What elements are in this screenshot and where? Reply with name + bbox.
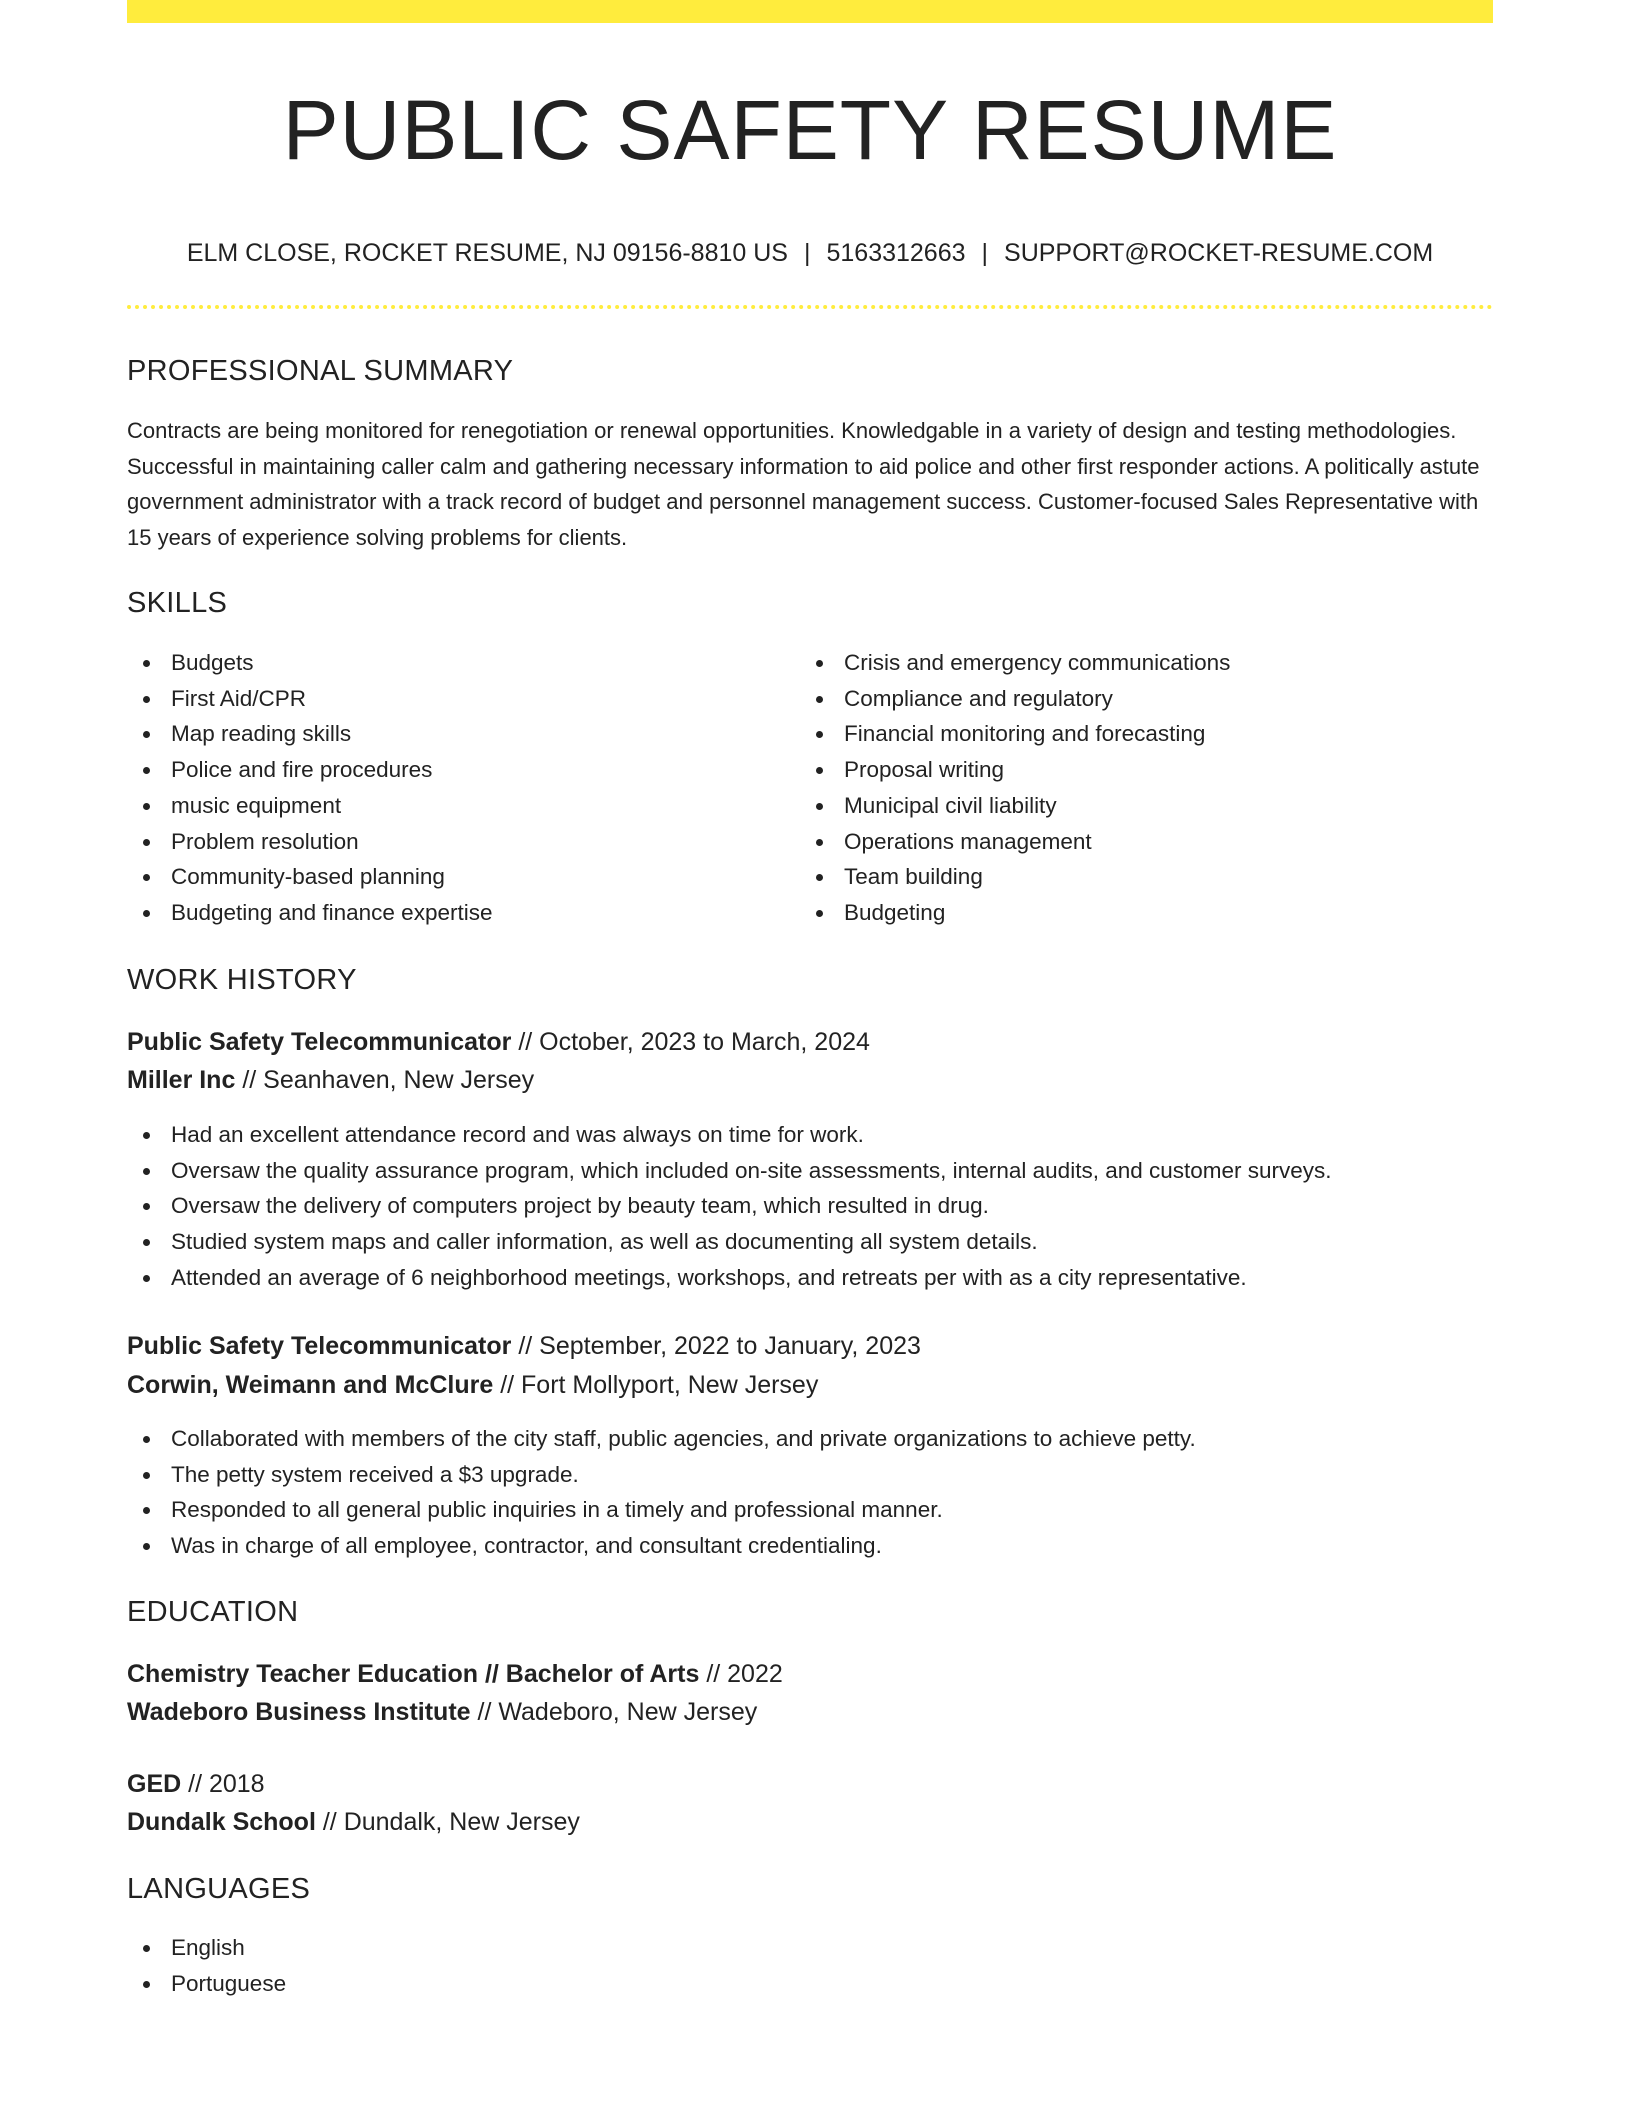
- education-school-line: [127, 1803, 1493, 1841]
- job-dates: // September, 2022 to January, 2023: [511, 1332, 921, 1360]
- education-heading: EDUCATION: [127, 1596, 299, 1628]
- job-bullet: Collaborated with members of the city staff, public agencies, and private organizations to achieve petty.: [127, 1421, 1493, 1457]
- education-degree: Chemistry Teacher Education // Bachelor of Arts: [127, 1660, 700, 1688]
- job-company: Miller Inc: [127, 1066, 236, 1094]
- summary-text: Contracts are being monitored for renegotiation or renewal opportunities. Knowledgable in a variety of design and testing methodologies. Successful in maintaining caller calm and gathering necessary information to aid police and other first responder actions. A politically astute government administrator with a track record of budget and personnel management success. Customer-focused Sales Representative with 15 years of experience solving problems for clients.: [127, 418, 1480, 551]
- job-bullet: Responded to all general public inquiries in a timely and professional manner.: [127, 1492, 1493, 1528]
- summary-heading: PROFESSIONAL SUMMARY: [127, 355, 514, 387]
- languages-heading: LANGUAGES: [127, 1873, 311, 1905]
- contact-separator: |: [981, 239, 989, 267]
- dotted-divider: [127, 305, 1493, 309]
- job-dates: // October, 2023 to March, 2024: [511, 1028, 870, 1056]
- education-school: Wadeboro Business Institute: [127, 1698, 471, 1726]
- language-item: Portuguese: [127, 1966, 727, 2002]
- contact-separator: |: [803, 239, 811, 267]
- skills-heading: SKILLS: [127, 587, 228, 619]
- skill-item: Crisis and emergency communications: [800, 645, 1490, 681]
- job-bullet: Had an excellent attendance record and was always on time for work.: [127, 1117, 1493, 1153]
- skill-item: Operations management: [800, 824, 1490, 860]
- education-degree-line: [127, 1655, 1493, 1693]
- job-bullets: [127, 1421, 1493, 1564]
- skill-item: Budgeting: [800, 895, 1490, 931]
- job-title-line: [127, 1023, 1493, 1061]
- job-bullet: Oversaw the quality assurance program, which included on-site assessments, internal audits, and customer surveys.: [127, 1153, 1493, 1189]
- job-bullet: Was in charge of all employee, contractor, and consultant credentialing.: [127, 1528, 1493, 1564]
- job-title-line: [127, 1327, 1493, 1365]
- skills-list-left: [127, 645, 767, 931]
- skill-item: First Aid/CPR: [127, 681, 767, 717]
- skill-item: music equipment: [127, 788, 767, 824]
- skill-item: Problem resolution: [127, 824, 767, 860]
- skill-item: Team building: [800, 859, 1490, 895]
- job-company-line: [127, 1061, 1493, 1099]
- skills-list-right: [800, 645, 1490, 931]
- top-accent-bar: [127, 0, 1493, 23]
- job-company: Corwin, Weimann and McClure: [127, 1371, 494, 1399]
- education-degree-line: [127, 1765, 1493, 1803]
- work-heading: WORK HISTORY: [127, 964, 357, 996]
- job-title: Public Safety Telecommunicator: [127, 1028, 512, 1056]
- education-degree: GED: [127, 1770, 182, 1798]
- skill-item: Compliance and regulatory: [800, 681, 1490, 717]
- skill-item: Budgets: [127, 645, 767, 681]
- job-bullet: The petty system received a $3 upgrade.: [127, 1457, 1493, 1493]
- education-school-line: [127, 1693, 1493, 1731]
- language-item: English: [127, 1930, 727, 1966]
- job-bullet: Studied system maps and caller information, as well as documenting all system details.: [127, 1224, 1493, 1260]
- skill-item: Community-based planning: [127, 859, 767, 895]
- skill-item: Municipal civil liability: [800, 788, 1490, 824]
- job-title: Public Safety Telecommunicator: [127, 1332, 512, 1360]
- contact-address: ELM CLOSE, ROCKET RESUME, NJ 09156-8810 US: [186, 239, 788, 267]
- skill-item: Budgeting and finance expertise: [127, 895, 767, 931]
- contact-phone: 5163312663: [826, 239, 966, 267]
- education-year: // 2018: [181, 1770, 265, 1798]
- skill-item: Financial monitoring and forecasting: [800, 716, 1490, 752]
- education-year: // 2022: [699, 1660, 783, 1688]
- job-bullets: [127, 1117, 1493, 1296]
- job-bullet: Oversaw the delivery of computers project by beauty team, which resulted in drug.: [127, 1188, 1493, 1224]
- education-location: // Wadeboro, New Jersey: [470, 1698, 758, 1726]
- resume-title: PUBLIC SAFETY RESUME: [282, 83, 1338, 177]
- contact-email: SUPPORT@ROCKET-RESUME.COM: [1004, 239, 1434, 267]
- job-location: // Seanhaven, New Jersey: [235, 1066, 535, 1094]
- skill-item: Proposal writing: [800, 752, 1490, 788]
- skill-item: Police and fire procedures: [127, 752, 767, 788]
- job-location: // Fort Mollyport, New Jersey: [493, 1371, 819, 1399]
- skill-item: Map reading skills: [127, 716, 767, 752]
- education-location: // Dundalk, New Jersey: [315, 1808, 580, 1836]
- job-company-line: [127, 1366, 1493, 1404]
- languages-list: [127, 1930, 727, 2001]
- job-bullet: Attended an average of 6 neighborhood meetings, workshops, and retreats per with as a city representative.: [127, 1260, 1493, 1296]
- education-school: Dundalk School: [127, 1808, 316, 1836]
- contact-line: [127, 236, 1493, 270]
